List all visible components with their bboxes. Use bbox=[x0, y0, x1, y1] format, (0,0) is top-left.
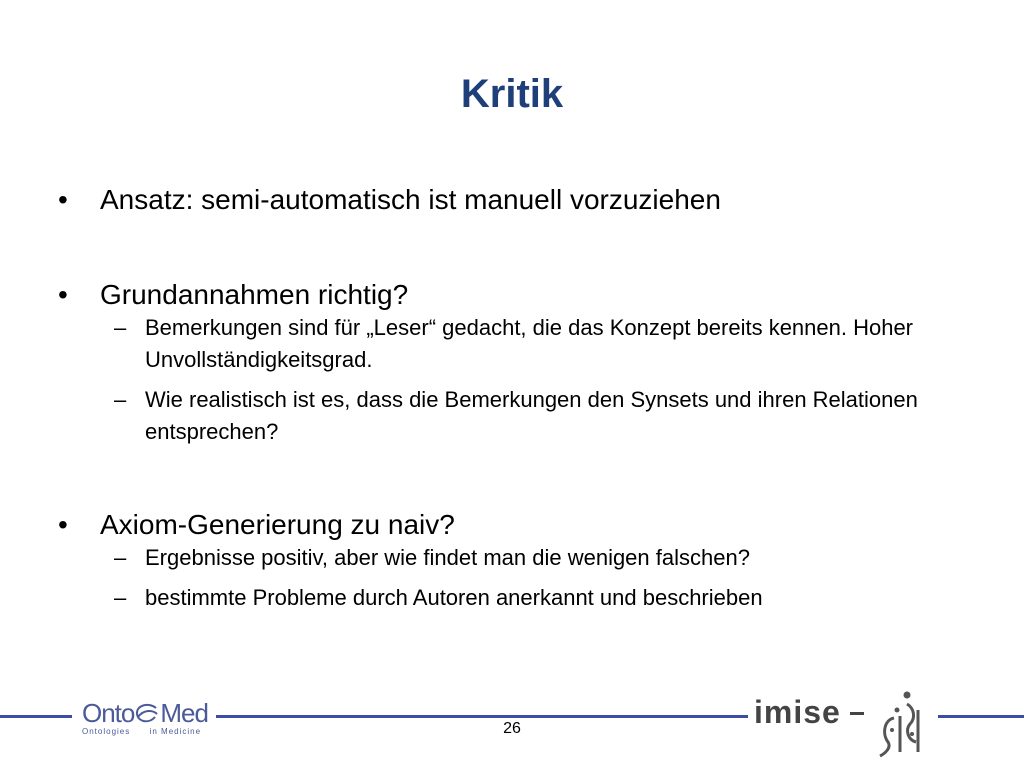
sub-bullet-item bbox=[58, 542, 978, 574]
dash-symbol: – bbox=[114, 545, 127, 570]
imise-logo: imise bbox=[754, 694, 841, 730]
bullet-item bbox=[58, 183, 978, 217]
ontomed-swirl-icon bbox=[134, 703, 160, 725]
institute-emblem-icon bbox=[872, 690, 932, 760]
sub-bullet-item bbox=[58, 384, 978, 448]
ontomed-logo-subtitle: Ontologies in Medicine bbox=[82, 727, 202, 736]
footer-divider bbox=[0, 715, 72, 718]
bullet-text: Grundannahmen richtig? bbox=[100, 279, 409, 310]
page-number: 26 bbox=[503, 720, 521, 737]
dash-symbol: – bbox=[114, 585, 127, 610]
sub-bullet-text: Ergebnisse positiv, aber wie findet man die wenigen falschen? bbox=[145, 545, 750, 570]
slide-footer bbox=[0, 690, 1024, 768]
bullet-symbol: • bbox=[58, 509, 68, 540]
slide-content bbox=[58, 183, 978, 614]
bullet-item bbox=[58, 508, 978, 542]
footer-divider bbox=[938, 715, 1024, 718]
dash-symbol: – bbox=[114, 315, 127, 340]
bullet-item bbox=[58, 278, 978, 312]
sub-bullet-item bbox=[58, 582, 978, 614]
sub-bullet-text: bestimmte Probleme durch Autoren anerkannt und beschrieben bbox=[145, 585, 763, 610]
imise-dash bbox=[850, 712, 864, 715]
ontomed-logo bbox=[82, 698, 212, 738]
bullet-symbol: • bbox=[58, 279, 68, 310]
footer-divider bbox=[216, 715, 748, 718]
slide-title: Kritik bbox=[460, 72, 564, 116]
bullet-text: Ansatz: semi-automatisch ist manuell vorzuziehen bbox=[100, 184, 721, 215]
sub-bullet-text: Bemerkungen sind für „Leser“ gedacht, die das Konzept bereits kennen. Hoher Unvollständigkeitsgrad. bbox=[145, 315, 914, 372]
dash-symbol: – bbox=[114, 387, 127, 412]
bullet-symbol: • bbox=[58, 184, 68, 215]
ontomed-logo-text: Onto Med bbox=[82, 698, 208, 728]
bullet-text: Axiom-Generierung zu naiv? bbox=[100, 509, 455, 540]
sub-bullet-text: Wie realistisch ist es, dass die Bemerkungen den Synsets und ihren Relationen entsprechen? bbox=[145, 387, 918, 444]
sub-bullet-item bbox=[58, 312, 978, 376]
